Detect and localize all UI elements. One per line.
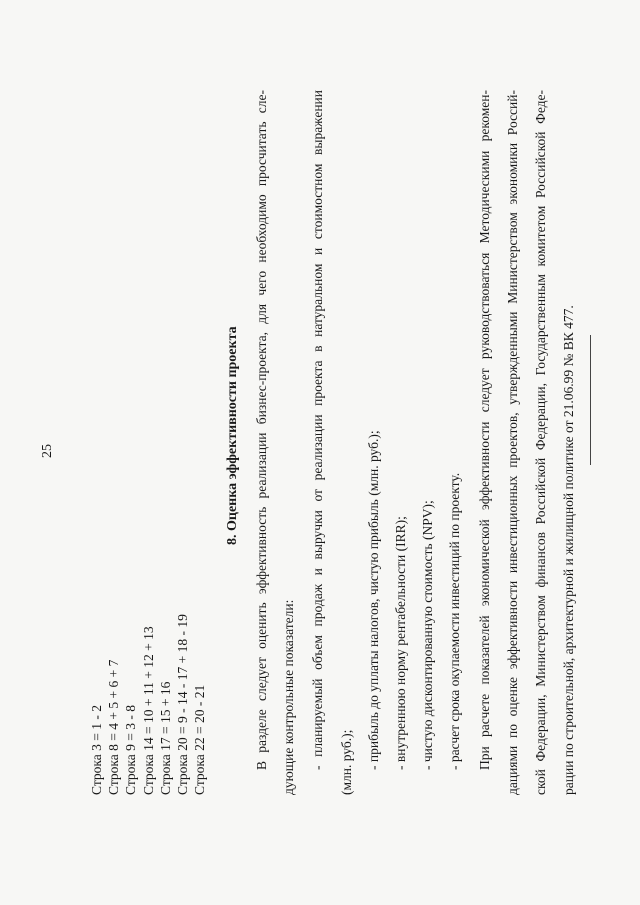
row-formula: Строка 8 = 4 + 5 + 6 + 7 [106, 659, 122, 795]
row-formula: Строка 14 = 10 + 11 + 12 + 13 [140, 626, 156, 795]
paragraph-line: рации по строительной, архитектурной и жилищной политике от 21.06.99 № ВК 477. [561, 305, 576, 795]
paragraph-line: ской Федерации, Министерством финансов Российской Федерации, Государственным комитетом Российской Феде- [533, 90, 548, 795]
paragraph-line: При расчете показателей экономической эффективности следует руководствоваться Методическими рекомен- [477, 90, 492, 770]
row-formula: Строка 17 = 15 + 16 [157, 681, 173, 795]
list-item: - расчет срока окупаемости инвестиций по проекту. [447, 472, 462, 770]
row-formula-list [88, 614, 208, 795]
paragraph-line: В разделе следует оценить эффективность реализации бизнес-проекта, для чего необходимо просчитать сле- [254, 90, 269, 770]
footnote-divider [590, 335, 591, 465]
list-item: - прибыль до уплаты налогов, чистую прибыль (млн. руб.); [366, 430, 381, 770]
paragraph-line: дациями по оценке эффективности инвестиционных проектов, утвержденными Министерством экономики Россий- [505, 90, 520, 795]
list-item: - внутреннюю норму рентабельности (IRR); [393, 516, 408, 770]
row-formula: Строка 3 = 1 - 2 [89, 705, 104, 795]
paragraph-line: - планируемый объем продаж и выручки от реализации проекта в натуральном и стоимостном выражении [310, 90, 325, 770]
paragraph-line: (млн. руб.); [339, 729, 354, 795]
row-formula: Строка 20 = 9 - 14 - 17 + 18 - 19 [175, 614, 191, 795]
row-formula: Строка 9 = 3 - 8 [123, 705, 139, 795]
section-heading: 8. Оценка эффективности проекта [225, 326, 240, 545]
paragraph-line: дующие контрольные показатели: [281, 599, 296, 795]
page-number: 25 [40, 444, 55, 458]
row-formula: Строка 22 = 20 - 21 [192, 684, 208, 795]
list-item: - чистую дисконтированную стоимость (NPV); [420, 500, 435, 770]
